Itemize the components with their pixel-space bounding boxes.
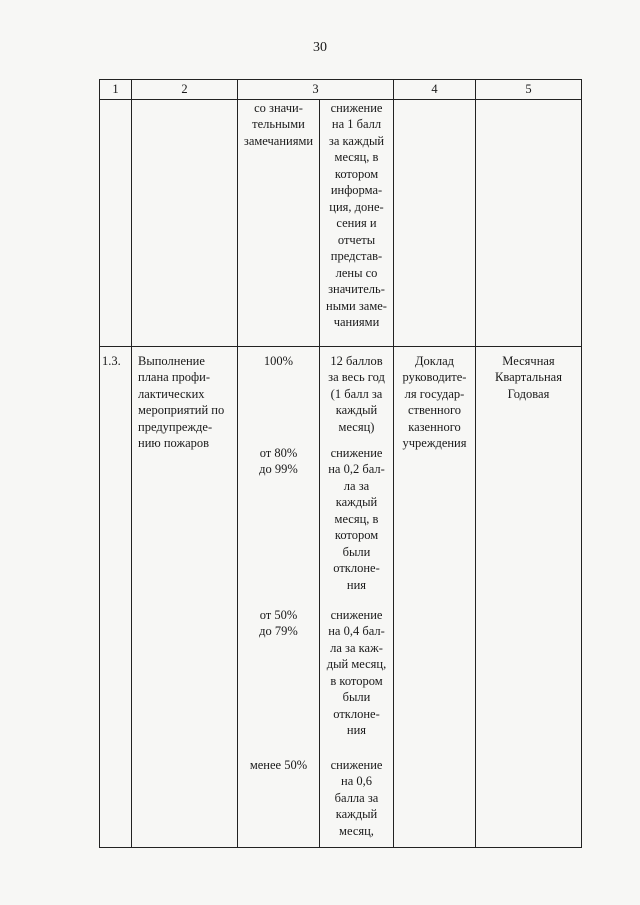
- period-cell: [476, 346, 582, 847]
- score-line: ла за каж-: [330, 640, 383, 655]
- header-cell-4: 4: [394, 80, 476, 100]
- score-block: [322, 757, 391, 847]
- table-row-continuation: [100, 99, 582, 346]
- score-block: [322, 445, 391, 607]
- condition-block: [240, 757, 317, 847]
- score-line: 12 баллов: [330, 353, 383, 368]
- condition-column: [238, 346, 320, 847]
- score-line: (1 балл за: [330, 386, 383, 401]
- score-line: на 0,2 бал-: [328, 462, 385, 476]
- score-line: месяц, в: [334, 150, 379, 164]
- table-header-row: [100, 80, 582, 100]
- score-block: [322, 353, 391, 445]
- score-block: [322, 607, 391, 757]
- cell-name: [132, 99, 238, 346]
- indicator-name-line: нию пожаров: [138, 436, 210, 450]
- period-line: Годовая: [507, 386, 550, 401]
- score-line: месяц,: [339, 823, 374, 838]
- condition-line: со значи-: [254, 100, 303, 115]
- condition-line: менее 50%: [249, 757, 308, 772]
- score-line: ция, доне-: [329, 199, 384, 214]
- score-line: значитель-: [328, 282, 385, 296]
- condition-line: до 79%: [259, 624, 298, 638]
- condition-line: от 80%: [259, 445, 298, 460]
- table-row-1-3: [100, 346, 582, 847]
- condition-block: [240, 607, 317, 757]
- indicator-name: [132, 346, 238, 847]
- score-column: [320, 346, 394, 847]
- source-line: Доклад: [415, 353, 454, 368]
- score-line: каждый: [335, 807, 378, 821]
- indicators-table: [99, 79, 582, 848]
- indicator-name-line: мероприятий по: [138, 403, 225, 417]
- condition-line: 100%: [263, 353, 294, 368]
- condition-block: [240, 353, 317, 445]
- source-cell: [394, 346, 476, 847]
- score-line: отклоне-: [333, 561, 380, 575]
- score-line: месяц): [338, 419, 375, 434]
- condition-line: тельными: [252, 117, 305, 131]
- source-line: казенного: [408, 419, 461, 434]
- header-cell-2: 2: [132, 80, 238, 100]
- score-line: дый месяц,: [326, 657, 387, 671]
- cell-period: [476, 99, 582, 346]
- row-number: 1.3.: [100, 346, 132, 847]
- score-line: котором: [334, 528, 379, 542]
- condition-line: до 99%: [259, 462, 298, 476]
- score-line: снижение: [330, 607, 383, 622]
- score-line: сения и: [336, 216, 377, 230]
- cell-condition: [238, 99, 320, 346]
- score-line: снижение: [330, 757, 383, 772]
- score-line: в котором: [330, 673, 383, 688]
- period-line: Квартальная: [495, 370, 562, 384]
- header-cell-1: 1: [100, 80, 132, 100]
- score-line: каждый: [335, 495, 378, 509]
- indicator-name-line: лактических: [138, 386, 205, 401]
- indicator-name-line: предупрежде-: [138, 419, 213, 434]
- cell-source: [394, 99, 476, 346]
- score-line: чаниями: [333, 315, 380, 329]
- cell-num: [100, 99, 132, 346]
- score-line: были: [342, 544, 371, 559]
- condition-block: [240, 445, 317, 607]
- score-line: балла за: [334, 790, 379, 805]
- score-line: каждый: [335, 403, 378, 417]
- indicator-name-line: Выполнение: [138, 353, 205, 368]
- cell-score: [320, 99, 394, 346]
- score-line: информа-: [330, 183, 383, 197]
- condition-line: замечаниями: [243, 133, 314, 148]
- score-line: на 0,4 бал-: [328, 624, 385, 638]
- source-line: ственного: [407, 403, 462, 417]
- score-line: снижение: [330, 100, 383, 115]
- header-cell-5: 5: [476, 80, 582, 100]
- page-number: 30: [313, 40, 327, 55]
- score-line: снижение: [330, 445, 383, 460]
- score-line: ла за: [343, 478, 370, 493]
- score-line: ными заме-: [326, 298, 387, 313]
- period-line: Месячная: [502, 353, 555, 368]
- score-line: ния: [346, 577, 367, 592]
- score-line: котором: [334, 166, 379, 181]
- condition-line: от 50%: [259, 607, 298, 622]
- score-line: месяц, в: [334, 511, 379, 526]
- score-line: отклоне-: [333, 706, 380, 721]
- score-line: были: [342, 690, 371, 704]
- source-line: ля государ-: [404, 386, 465, 401]
- score-line: ния: [346, 723, 367, 737]
- score-line: лены со: [335, 265, 378, 280]
- score-line: на 0,6: [341, 774, 372, 788]
- score-line: на 1 балл: [331, 117, 382, 131]
- score-line: представ-: [330, 249, 383, 263]
- source-line: учреждения: [402, 436, 467, 450]
- header-cell-3: 3: [238, 80, 394, 100]
- indicator-name-line: плана профи-: [138, 370, 210, 384]
- score-line: отчеты: [337, 232, 376, 247]
- score-line: за весь год: [328, 370, 385, 384]
- source-line: руководите-: [402, 370, 467, 384]
- score-line: за каждый: [328, 133, 385, 148]
